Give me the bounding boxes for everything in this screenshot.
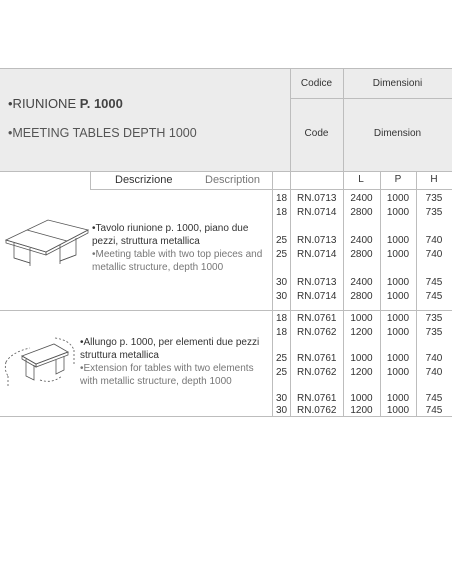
L-cell: 1000 — [350, 353, 373, 364]
P-cell: 1000 — [386, 367, 410, 378]
extension-table-drawing-icon — [0, 330, 80, 402]
P-cell: 1000 — [386, 291, 410, 302]
code-cell: RN.0762 — [297, 405, 337, 416]
heading-row-border — [90, 189, 452, 190]
page-subtitle: •MEETING TABLES DEPTH 1000 — [8, 126, 197, 140]
code-cell: RN.0761 — [297, 393, 337, 404]
section2-desc-en: •Extension for tables with two elements with metallic structure, depth 1000 — [80, 363, 254, 387]
H-cell: 745 — [425, 277, 443, 288]
dimensioni-label: Dimensioni — [372, 78, 423, 89]
thickness-cell: 25 — [276, 367, 288, 378]
header-top-border — [0, 68, 452, 69]
P-cell: 1000 — [386, 313, 410, 324]
code-cell: RN.0761 — [297, 313, 337, 324]
col-H-heading: H — [430, 174, 438, 185]
L-cell: 1200 — [350, 327, 373, 338]
L-cell: 2800 — [350, 291, 373, 302]
thickness-cell: 25 — [276, 235, 288, 246]
code-cell: RN.0714 — [297, 291, 337, 302]
H-cell: 745 — [425, 405, 443, 416]
code-cell: RN.0761 — [297, 353, 337, 364]
code-cell: RN.0714 — [297, 207, 337, 218]
page-title: •RIUNIONE P. 1000 — [8, 96, 123, 111]
table-drawing-icon — [0, 212, 92, 278]
col-P-heading: P — [394, 174, 402, 185]
section1-desc-it: •Tavolo riunione p. 1000, piano due pezzi, struttura metallica — [92, 223, 249, 247]
H-cell: 745 — [425, 393, 443, 404]
thickness-cell: 25 — [276, 353, 288, 364]
L-cell: 2800 — [350, 207, 373, 218]
code-cell: RN.0714 — [297, 249, 337, 260]
thickness-cell: 18 — [276, 193, 288, 204]
description-heading: Description — [205, 174, 261, 186]
thickness-cell: 18 — [276, 327, 288, 338]
H-cell: 740 — [425, 367, 443, 378]
dimension-label: Dimension — [373, 128, 422, 139]
section1-desc-en: •Meeting table with two top pieces and metallic structure, depth 1000 — [92, 249, 263, 273]
table-bottom-border — [0, 416, 452, 417]
desc-col-right — [272, 172, 273, 417]
H-cell: 740 — [425, 249, 443, 260]
code-cell: RN.0713 — [297, 277, 337, 288]
L-cell: 1000 — [350, 313, 373, 324]
H-cell: 745 — [425, 291, 443, 302]
P-cell: 1000 — [386, 249, 410, 260]
H-cell: 735 — [425, 193, 443, 204]
H-cell: 735 — [425, 327, 443, 338]
desc-col-left — [90, 172, 91, 190]
P-cell: 1000 — [386, 235, 410, 246]
header-mid-divider — [290, 98, 452, 99]
H-cell: 735 — [425, 207, 443, 218]
section1-description — [92, 222, 270, 274]
code-label: Code — [304, 128, 329, 139]
code-cell: RN.0713 — [297, 193, 337, 204]
thickness-cell: 18 — [276, 207, 288, 218]
thickness-cell: 18 — [276, 313, 288, 324]
section2-desc-it: •Allungo p. 1000, per elementi due pezzi struttura metallica — [80, 337, 260, 361]
L-cell: 2800 — [350, 249, 373, 260]
descrizione-heading: Descrizione — [115, 174, 173, 186]
P-cell: 1000 — [386, 277, 410, 288]
thickness-cell: 30 — [276, 405, 288, 416]
code-cell: RN.0762 — [297, 367, 337, 378]
P-cell: 1000 — [386, 405, 410, 416]
L-cell: 1000 — [350, 393, 373, 404]
P-cell: 1000 — [386, 207, 410, 218]
thickness-cell: 30 — [276, 277, 288, 288]
col-L-heading: L — [358, 174, 364, 185]
L-cell: 2400 — [350, 235, 373, 246]
codice-label: Codice — [300, 78, 333, 89]
code-cell: RN.0713 — [297, 235, 337, 246]
section-divider — [0, 310, 452, 311]
P-cell: 1000 — [386, 327, 410, 338]
H-cell: 740 — [425, 353, 443, 364]
code-cell: RN.0762 — [297, 327, 337, 338]
L-cell: 2400 — [350, 277, 373, 288]
L-cell: 1200 — [350, 405, 373, 416]
thickness-cell: 30 — [276, 291, 288, 302]
code-col-left — [290, 172, 291, 417]
P-cell: 1000 — [386, 193, 410, 204]
L-cell: 1200 — [350, 367, 373, 378]
P-cell: 1000 — [386, 353, 410, 364]
header-bottom-border — [0, 171, 452, 172]
H-cell: 740 — [425, 235, 443, 246]
thickness-cell: 25 — [276, 249, 288, 260]
section2-description — [80, 336, 270, 388]
thickness-cell: 30 — [276, 393, 288, 404]
H-cell: 735 — [425, 313, 443, 324]
L-cell: 2400 — [350, 193, 373, 204]
P-cell: 1000 — [386, 393, 410, 404]
